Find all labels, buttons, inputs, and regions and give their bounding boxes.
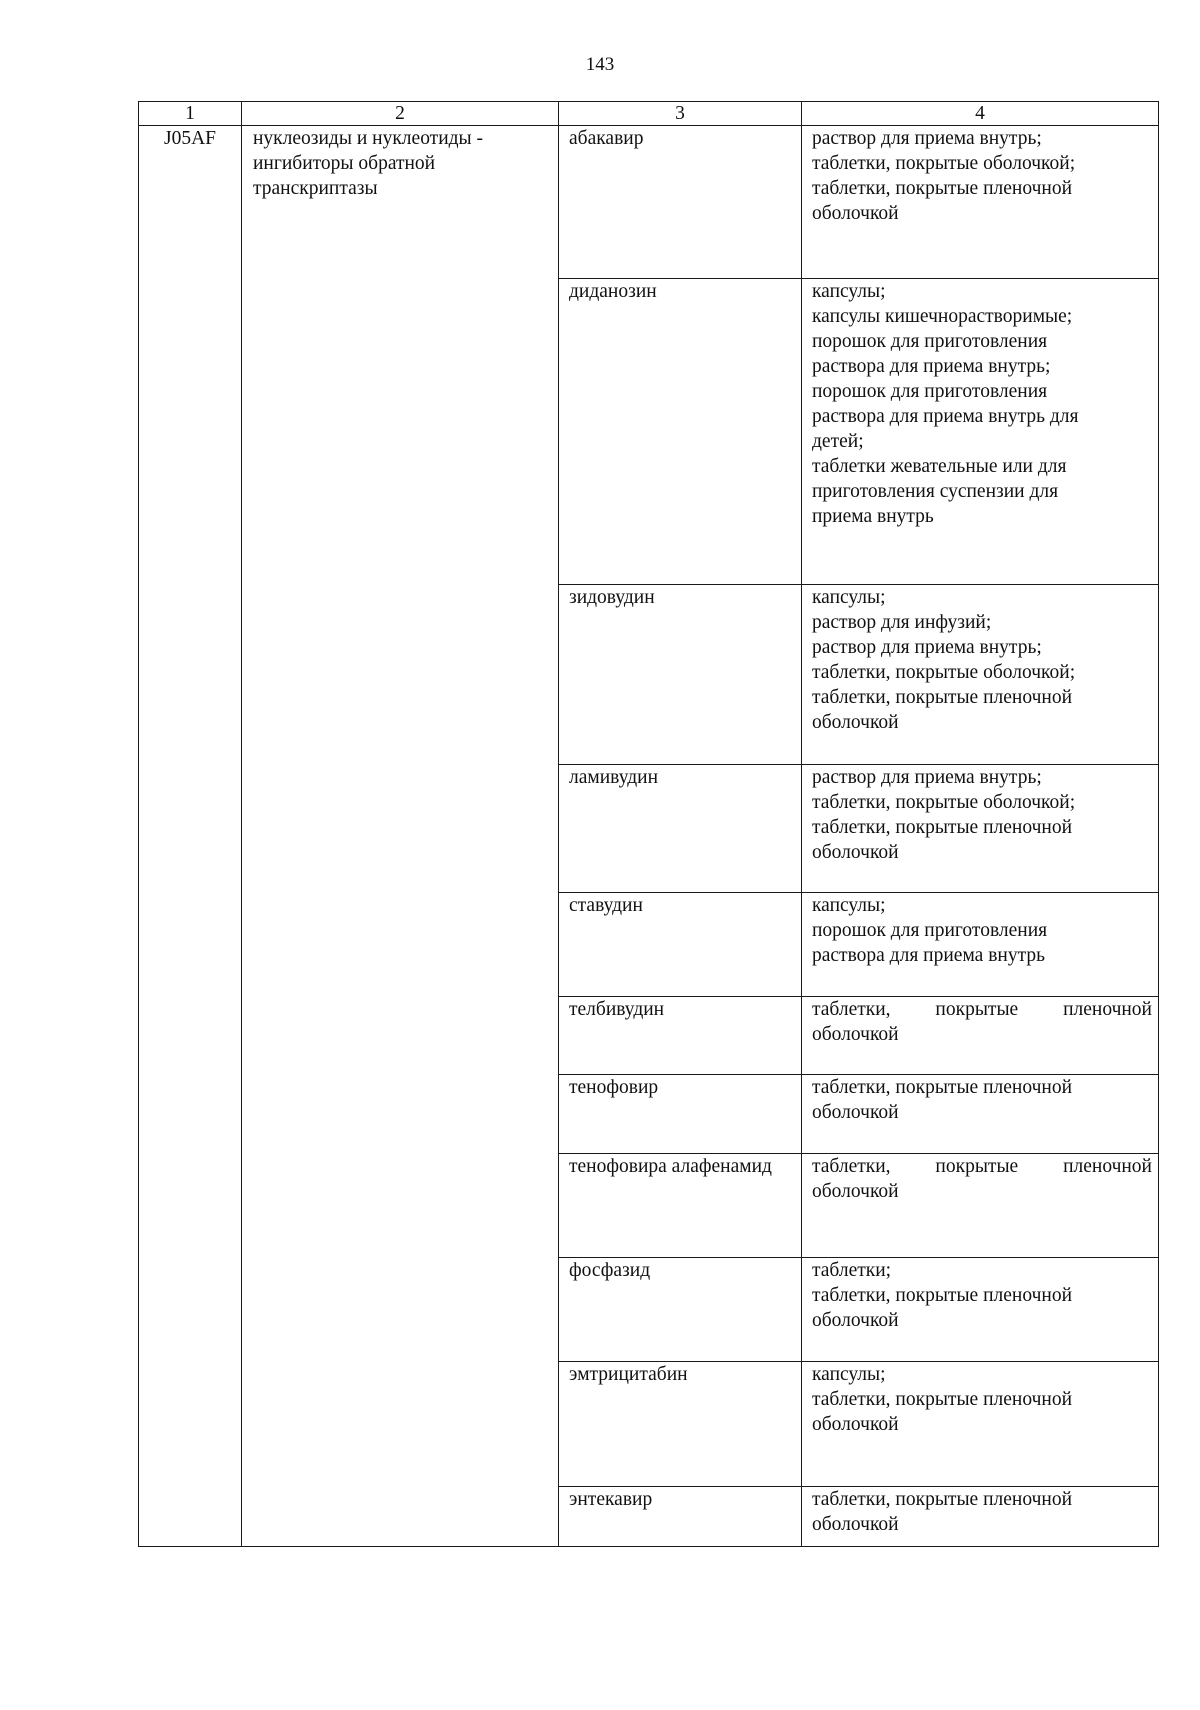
dosage-form: оболочкой [812, 1514, 899, 1535]
dosage-form: таблетки, покрытые пленочной [812, 1156, 1152, 1177]
atc-code: J05AF [139, 126, 242, 1547]
dosage-form: оболочкой [812, 1414, 899, 1435]
dosage-forms [802, 585, 1159, 765]
drug-name: телбивудин [559, 997, 802, 1075]
dosage-form: таблетки, покрытые оболочкой; [812, 153, 1076, 174]
page-number: 143 [585, 54, 615, 75]
drug-name: энтекавир [559, 1487, 802, 1547]
drug-name: ламивудин [559, 765, 802, 893]
dosage-form: таблетки; [812, 1260, 892, 1281]
dosage-form: таблетки, покрытые пленочной [812, 178, 1073, 199]
dosage-forms [802, 1075, 1159, 1154]
dosage-form: раствор для приема внутрь; [812, 128, 1042, 149]
dosage-forms [802, 997, 1159, 1075]
drug-table [138, 101, 1159, 1547]
dosage-forms [802, 765, 1159, 893]
dosage-form: таблетки, покрытые пленочной [812, 817, 1073, 838]
dosage-form: оболочкой [812, 1102, 899, 1123]
dosage-form: таблетки жевательные или для [812, 456, 1067, 477]
dosage-form: таблетки, покрытые пленочной [812, 999, 1152, 1020]
dosage-forms [802, 1362, 1159, 1487]
group-name: нуклеозиды и нуклеотиды - ингибиторы обратной транскриптазы [242, 126, 559, 1547]
dosage-form: таблетки, покрытые пленочной [812, 1077, 1073, 1098]
dosage-form: таблетки, покрытые пленочной [812, 1489, 1073, 1510]
dosage-form: порошок для приготовления [812, 331, 1048, 352]
dosage-form: оболочкой [812, 1310, 899, 1331]
dosage-form: порошок для приготовления [812, 920, 1048, 941]
dosage-form: таблетки, покрытые пленочной [812, 687, 1073, 708]
drug-name: диданозин [559, 279, 802, 585]
drug-name: эмтрицитабин [559, 1362, 802, 1487]
dosage-form: капсулы кишечнорастворимые; [812, 306, 1073, 327]
dosage-form: приготовления суспензии для [812, 481, 1059, 502]
dosage-form: капсулы; [812, 895, 886, 916]
dosage-form: капсулы; [812, 587, 886, 608]
dosage-form: детей; [812, 431, 864, 452]
dosage-form: капсулы; [812, 281, 886, 302]
drug-name: абакавир [559, 126, 802, 279]
dosage-form: раствор для инфузий; [812, 612, 992, 633]
column-header-3: 3 [559, 102, 802, 126]
dosage-form: оболочкой [812, 1024, 899, 1045]
drug-name: фосфазид [559, 1258, 802, 1362]
dosage-form: приема внутрь [812, 506, 934, 527]
drug-name: зидовудин [559, 585, 802, 765]
drug-name: тенофовир [559, 1075, 802, 1154]
dosage-form: таблетки, покрытые оболочкой; [812, 662, 1076, 683]
drug-name: тенофовира алафенамид [559, 1154, 802, 1258]
column-header-2: 2 [242, 102, 559, 126]
dosage-form: таблетки, покрытые пленочной [812, 1285, 1073, 1306]
column-header-4: 4 [802, 102, 1159, 126]
dosage-form: раствора для приема внутрь [812, 945, 1045, 966]
dosage-form: порошок для приготовления [812, 381, 1048, 402]
dosage-form: капсулы; [812, 1364, 886, 1385]
dosage-form: таблетки, покрытые пленочной [812, 1389, 1073, 1410]
dosage-form: раствор для приема внутрь; [812, 637, 1042, 658]
dosage-form: оболочкой [812, 1181, 899, 1202]
dosage-forms [802, 1154, 1159, 1258]
dosage-forms [802, 1258, 1159, 1362]
dosage-form: оболочкой [812, 203, 899, 224]
dosage-forms [802, 893, 1159, 997]
dosage-form: раствора для приема внутрь; [812, 356, 1051, 377]
dosage-form: оболочкой [812, 842, 899, 863]
table-row [139, 126, 1159, 279]
dosage-forms [802, 279, 1159, 585]
dosage-forms [802, 126, 1159, 279]
dosage-forms [802, 1487, 1159, 1547]
column-header-1: 1 [139, 102, 242, 126]
dosage-form: раствора для приема внутрь для [812, 406, 1079, 427]
dosage-form: раствор для приема внутрь; [812, 767, 1042, 788]
drug-name: ставудин [559, 893, 802, 997]
dosage-form: таблетки, покрытые оболочкой; [812, 792, 1076, 813]
dosage-form: оболочкой [812, 712, 899, 733]
header-row [139, 102, 1159, 126]
